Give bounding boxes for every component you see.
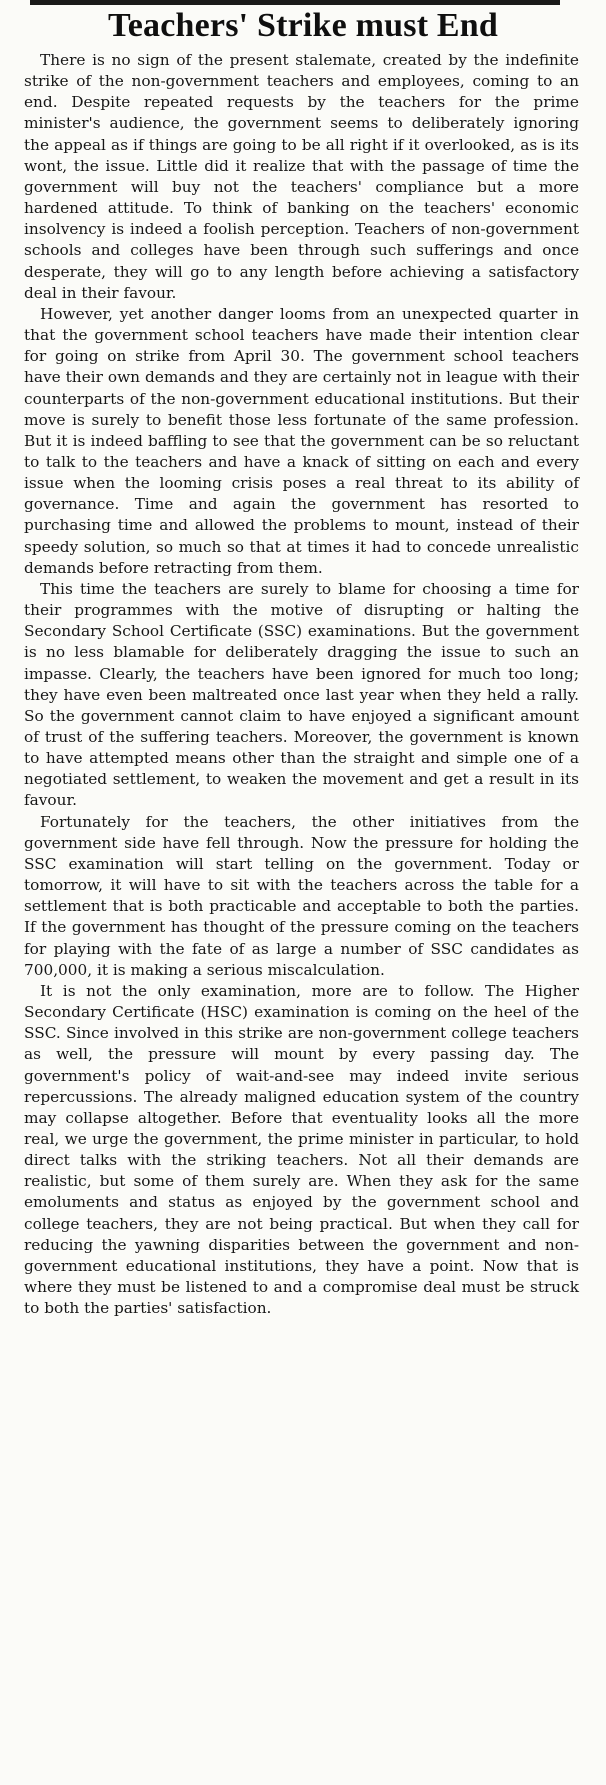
paragraph-5: It is not the only examination, more are to follow. The Higher Secondary Certificate (HSC) examination is coming on the heel of the SSC. Since involved in this strike are non-government college teachers as well, the pressure will mount by every passing day. The government's policy of wait-and-see may indeed invite serious repercussions. The already maligned education system of the country may collapse altogether. Before that eventuality looks all the more real, we urge the government, the prime minister in particular, to hold direct talks with the striking teachers. Not all their demands are realistic, but some of them surely are. When they ask for the same emoluments and status as enjoyed by the government school and college teachers, they are not being practical. But when they call for reducing the yawning disparities between the government and non-government educational institutions, they have a point. Now that is where they must be listened to and a compromise deal must be struck to both the parties' satisfaction. <box>24 981 579 1318</box>
paragraph-2: However, yet another danger looms from an unexpected quarter in that the government school teachers have made their intention clear for going on strike from April 30. The government school teachers have their own demands and they are certainly not in league with their counterparts of the non-government educational institutions. But their move is surely to benefit those less fortunate of the same profession. But it is indeed baffling to see that the government can be so reluctant to talk to the teachers and have a knack of sitting on each and every issue when the looming crisis poses a real threat to its ability of governance. Time and again the government has resorted to purchasing time and allowed the problems to mount, instead of their speedy solution, so much so that at times it had to concede unrealistic demands before retracting from them. <box>24 304 579 577</box>
paragraph-3: This time the teachers are surely to blame for choosing a time for their programmes with the motive of disrupting or halting the Secondary School Certificate (SSC) examinations. But the government is no less blamable for deliberately dragging the issue to such an impasse. Clearly, the teachers have been ignored for much too long; they have even been maltreated once last year when they held a rally. So the government cannot claim to have enjoyed a significant amount of trust of the suffering teachers. Moreover, the government is known to have attempted means other than the straight and simple one of a negotiated settlement, to weaken the movement and get a result in its favour. <box>24 579 579 810</box>
paragraph-1: There is no sign of the present stalemate, created by the indefinite strike of the non-government teachers and employees, coming to an end. Despite repeated requests by the teachers for the prime minister's audience, the government seems to deliberately ignoring the appeal as if things are going to be all right if it overlooked, as is its wont, the issue. Little did it realize that with the passage of time the government will buy not the teachers' compliance but a more hardened attitude. To think of banking on the teachers' economic insolvency is indeed a foolish perception. Teachers of non-government schools and colleges have been through such sufferings and once desperate, they will go to any length before achieving a satisfactory deal in their favour. <box>24 51 579 302</box>
headline: Teachers' Strike must End <box>107 7 499 44</box>
article-body <box>24 50 579 1319</box>
paragraph-4: Fortunately for the teachers, the other initiatives from the government side have fell through. Now the pressure for holding the SSC examination will start telling on the government. Today or tomorrow, it will have to sit with the teachers across the table for a settlement that is both practicable and acceptable to both the parties. If the government has thought of the pressure coming on the teachers for playing with the fate of as large a number of SSC candidates as 700,000, it is making a serious miscalculation. <box>24 812 579 979</box>
